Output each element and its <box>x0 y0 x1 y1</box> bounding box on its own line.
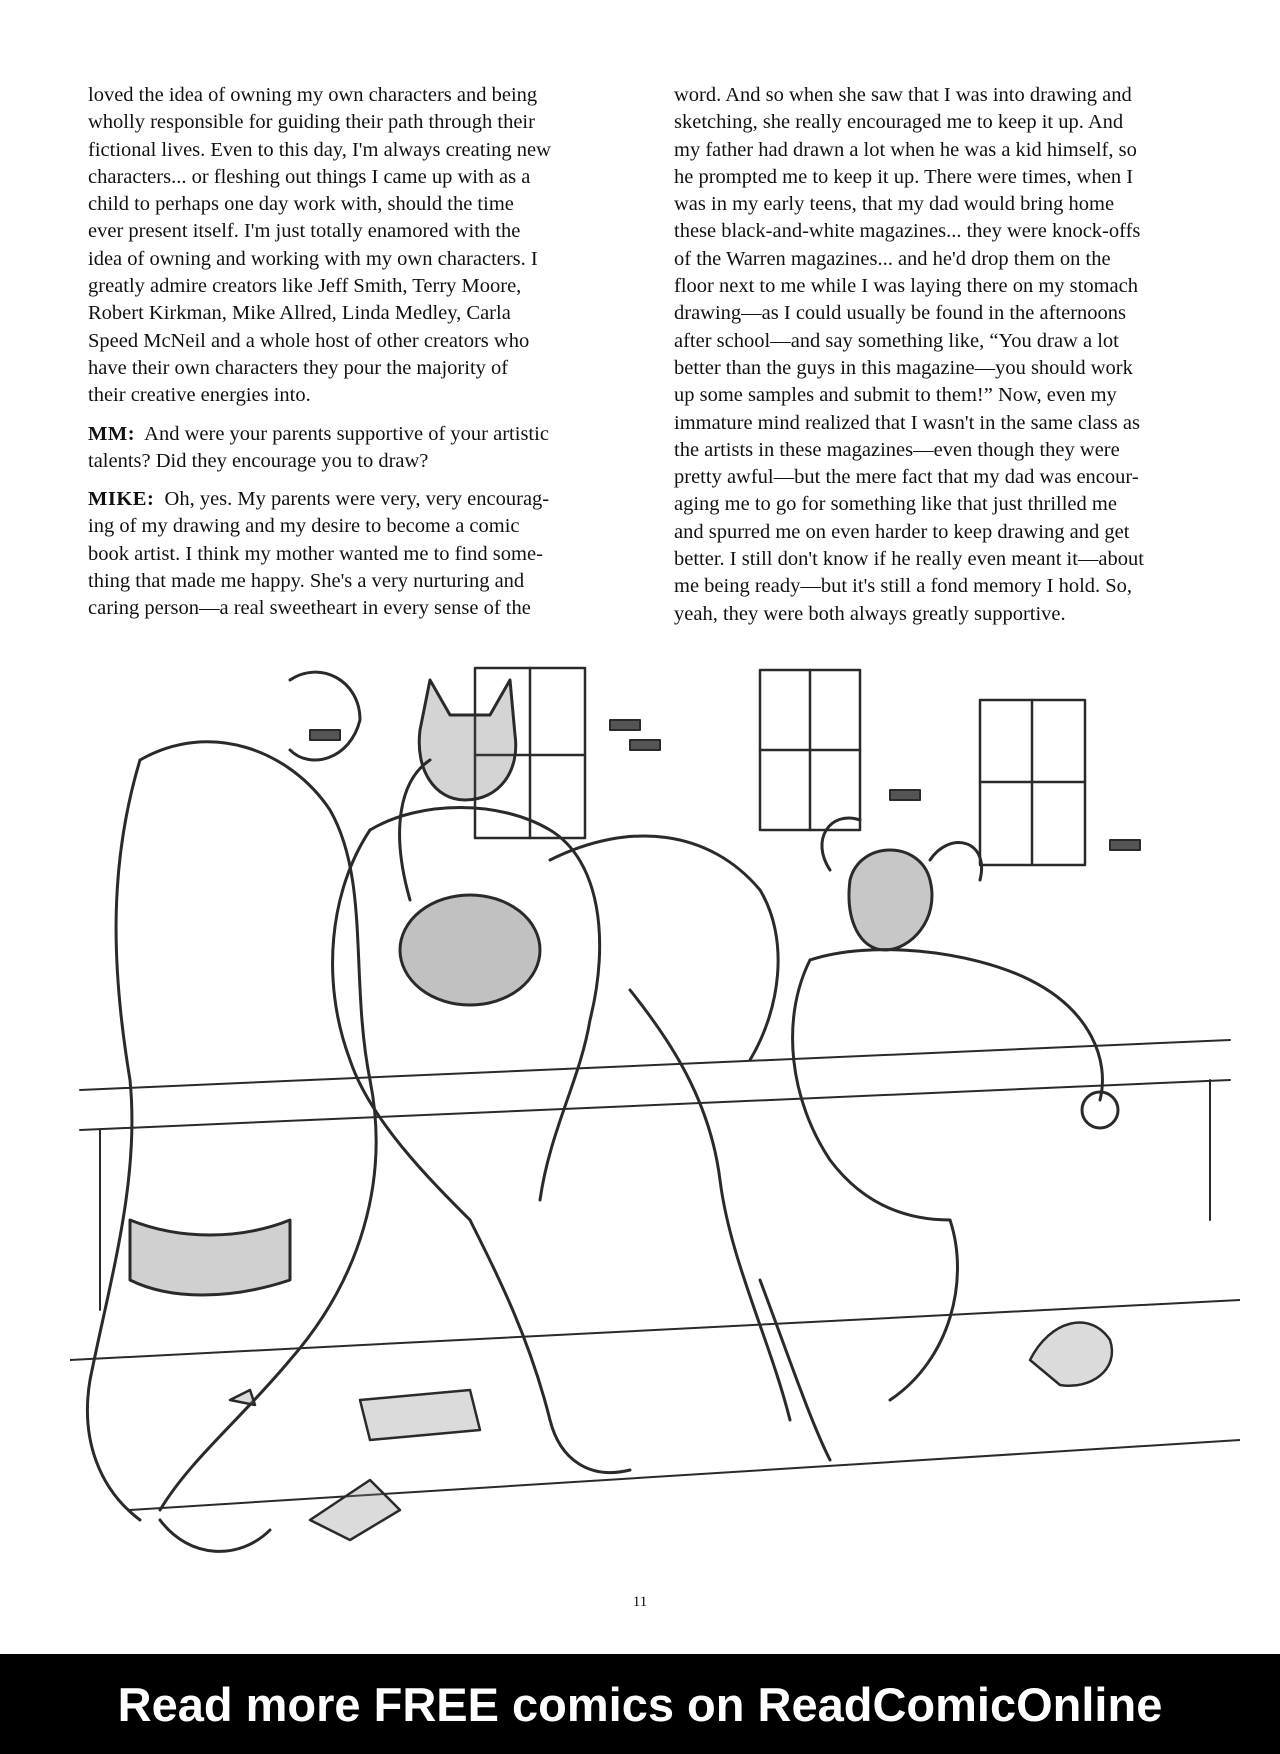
text-line: sketching, she really encouraged me to keep it up. And <box>674 111 1124 134</box>
window-right <box>980 700 1085 865</box>
text-line: better. I still don't know if he really even meant it—about <box>674 548 1144 571</box>
text-line: of the Warren magazines... and he'd drop them on the <box>674 247 1111 270</box>
text-line: up some samples and submit to them!” Now, even my <box>674 384 1117 407</box>
left-column <box>88 82 618 623</box>
paragraph-gap <box>88 475 618 486</box>
text-line: their creative energies into. <box>88 384 311 407</box>
answer-paragraph <box>88 486 618 622</box>
text-line: word. And so when she saw that I was into drawing and <box>674 84 1132 106</box>
paragraph-gap <box>88 410 618 421</box>
text-line: after school—and say something like, “You draw a lot <box>674 329 1119 352</box>
text-line: was in my early teens, that my dad would bring home <box>674 193 1115 216</box>
runner-figure <box>550 836 830 1460</box>
brute-figure <box>87 672 376 1551</box>
answer-first-line: Oh, yes. My parents were very, very encourag- <box>164 488 550 511</box>
text-line: yeah, they were both always greatly supportive. <box>674 602 1066 625</box>
text-line: drawing—as I could usually be found in the afternoons <box>674 302 1127 325</box>
question-first-line: And were your parents supportive of your artistic <box>144 422 549 445</box>
speaker-label: MM: <box>88 422 136 445</box>
text-line: caring person—a real sweetheart in every sense of the <box>88 597 531 620</box>
text-line: characters... or fleshing out things I came up with as a <box>88 165 531 188</box>
question-paragraph <box>88 421 618 476</box>
text-line: loved the idea of owning my own characters and being <box>88 84 538 106</box>
text-line: better than the guys in this magazine—you should work <box>674 356 1133 379</box>
text-line: fictional lives. Even to this day, I'm always creating new <box>88 138 551 161</box>
speaker-label: MIKE: <box>88 488 155 511</box>
text-line: my father had drawn a lot when he was a kid himself, so <box>674 138 1137 161</box>
text-line: Robert Kirkman, Mike Allred, Linda Medley, Carla <box>88 302 511 325</box>
text-line: he prompted me to keep it up. There were times, when I <box>674 165 1134 188</box>
text-line: these black-and-white magazines... they were knock-offs <box>674 220 1141 243</box>
text-line: thing that made me happy. She's a very nurturing and <box>88 570 525 593</box>
promo-banner[interactable] <box>0 1654 1280 1754</box>
text-line: child to perhaps one day work with, should the time <box>88 193 514 216</box>
pencil-sketch-illustration <box>70 660 1240 1600</box>
text-line: Speed McNeil and a whole host of other creators who <box>88 329 530 352</box>
text-line: idea of owning and working with my own characters. I <box>88 247 538 270</box>
right-column <box>674 82 1214 628</box>
text-line: wholly responsible for guiding their path through their <box>88 111 535 134</box>
text-line: ever present itself. I'm just totally enamored with the <box>88 220 521 243</box>
text-line: have their own characters they pour the majority of <box>88 356 509 379</box>
text-line <box>88 421 618 448</box>
window-center <box>760 670 860 830</box>
text-line: and spurred me on even harder to keep drawing and get <box>674 520 1130 543</box>
text-line: the artists in these magazines—even though they were <box>674 438 1120 461</box>
text-line: book artist. I think my mother wanted me to find some- <box>88 542 543 565</box>
horned-villain-figure <box>793 818 1118 1400</box>
rubble-debris <box>230 1323 1112 1540</box>
text-line: pretty awful—but the mere fact that my dad was encour- <box>674 466 1139 489</box>
text-line: floor next to me while I was laying there on my stomach <box>674 275 1138 298</box>
text-line: aging me to go for something like that just thrilled me <box>674 493 1117 516</box>
text-line: greatly admire creators like Jeff Smith, Terry Moore, <box>88 275 522 298</box>
intro-paragraph <box>88 82 618 410</box>
text-line: me being ready—but it's still a fond memory I hold. So, <box>674 575 1133 598</box>
page-number: 11 <box>632 1594 648 1610</box>
text-line: immature mind realized that I wasn't in the same class as <box>674 411 1140 434</box>
text-line: ing of my drawing and my desire to become a comic <box>88 515 520 538</box>
promo-banner-text[interactable]: Read more FREE comics on ReadComicOnline <box>117 1677 1163 1731</box>
text-line <box>88 486 618 513</box>
text-line: talents? Did they encourage you to draw? <box>88 449 429 472</box>
